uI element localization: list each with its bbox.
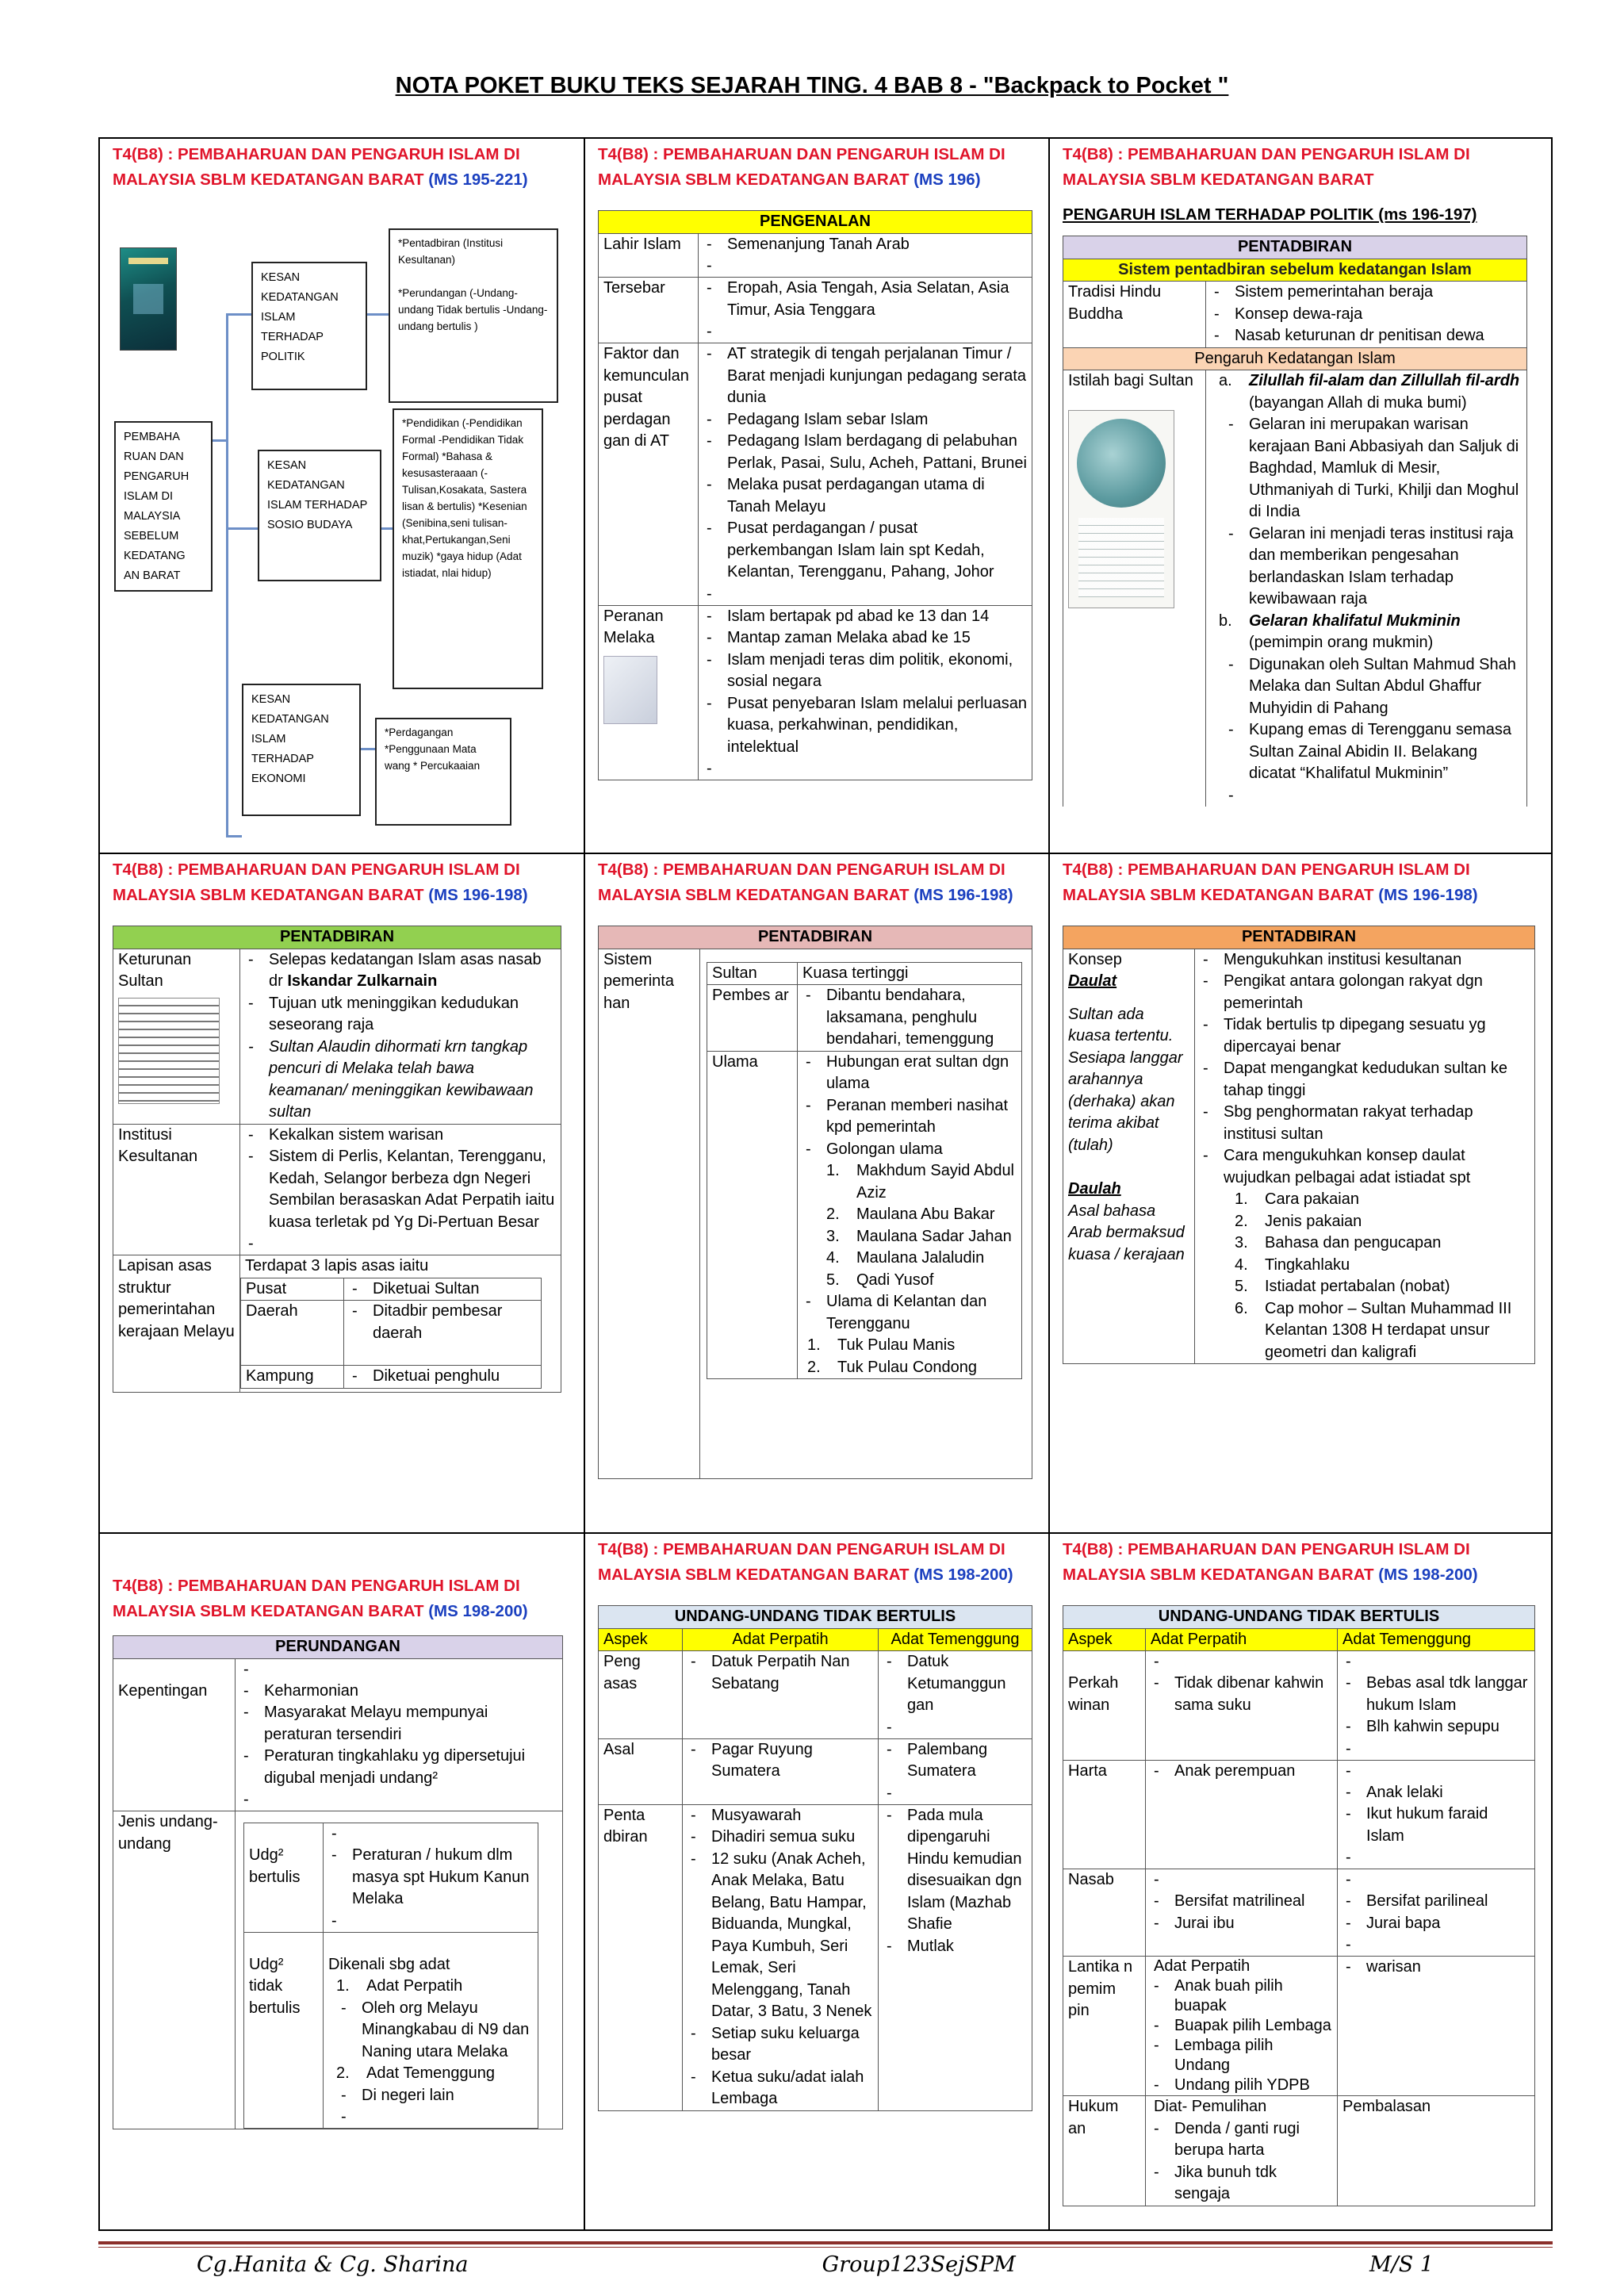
cell-pentadbiran-daulat	[1050, 854, 1551, 1534]
cell-heading-line2: MALAYSIA SBLM KEDATANGAN BARAT (MS 196)	[598, 171, 981, 189]
table-band-header: PENTADBIRAN	[599, 926, 1032, 949]
cell-overview-diagram	[100, 139, 585, 854]
row-key: Lahir Islam	[599, 233, 699, 278]
table-band-header: UNDANG-UNDANG TIDAK BERTULIS	[599, 1606, 1032, 1629]
cell-perundangan	[100, 1534, 585, 2229]
footer-page: M/S 1	[1369, 2252, 1434, 2277]
cell-heading-line2: MALAYSIA SBLM KEDATANGAN BARAT (MS 196-198)	[598, 886, 1013, 904]
cell-pentadbiran-keturunan	[100, 854, 585, 1534]
row-key: Institusi Kesultanan	[113, 1124, 240, 1255]
diagram-sosio-detail: *Pendidikan (-Pendidikan Formal -Pendidikan Tidak Formal) *Bahasa & kesusasteraaan (-Tulisan,Kosakata, Sastera lisan & bertulis) *Kesenian (Senibina,seni tulisan-khat,Pertukangan,Seni muzik) *gaya hidup (Adat istiadat, nlai hidup)	[393, 408, 543, 689]
cell-heading: T4(B8) : PEMBAHARUAN DAN PENGARUH ISLAM DI	[598, 145, 1005, 163]
cell-heading-line2: MALAYSIA SBLM KEDATANGAN BARAT (MS 198-200)	[1063, 1566, 1478, 1584]
cell-heading-line2: MALAYSIA SBLM KEDATANGAN BARAT	[1063, 171, 1374, 189]
cell-heading: T4(B8) : PEMBAHARUAN DAN PENGARUH ISLAM DI	[1063, 145, 1470, 163]
perundangan-table	[113, 1635, 563, 2129]
cell-pengenalan	[585, 139, 1050, 854]
table-row: Pusat - Diketuai Sultan	[241, 1278, 542, 1301]
table-header-row: Aspek Adat Perpatih Adat Temenggung	[1063, 1628, 1535, 1651]
table-row: Asal - Pagar Ruyung Sumatera - Palembang Sumatera -	[599, 1738, 1032, 1804]
pentadbiran-table	[1063, 926, 1535, 1364]
notes-grid	[98, 137, 1553, 2231]
adat-table	[598, 1605, 1032, 2111]
cell-udg-tidak-bertulis-1	[585, 1534, 1050, 2229]
footer-rule	[98, 2241, 1553, 2244]
cell-heading: T4(B8) : PEMBAHARUAN DAN PENGARUH ISLAM DI	[1063, 1540, 1470, 1558]
pengenalan-table	[598, 210, 1032, 780]
table-row	[113, 1811, 563, 2129]
textbook-cover-image	[120, 247, 177, 351]
sistem-table	[707, 962, 1022, 1380]
row-key: Kepentingan	[113, 1658, 236, 1811]
pentadbiran-table	[113, 926, 561, 1393]
cell-heading: T4(B8) : PEMBAHARUAN DAN PENGARUH ISLAM DI	[1063, 861, 1470, 879]
cell-heading: T4(B8) : PEMBAHARUAN DAN PENGARUH ISLAM DI	[113, 861, 520, 879]
table-row: Sultan Kuasa tertinggi	[707, 962, 1022, 985]
table-row: Nasab - - Bersifat matrilineal - Jurai ibu - - Bersifat parilineal - Jurai bapa -	[1063, 1869, 1535, 1957]
table-row: Tradisi Hindu Buddha - Sistem pemerintahan beraja - Konsep dewa-raja - Nasab keturunan dr penitisan dewa	[1063, 282, 1527, 348]
cell-heading-line2: MALAYSIA SBLM KEDATANGAN BARAT (MS 195-221)	[113, 171, 528, 189]
table-row: Peranan Melaka - Islam bertapak pd abad ke 13 dan 14 - Mantap zaman Melaka abad ke 15 - Islam menjadi teras dim politik, ekonomi, sosial negara - Pusat penyebaran Islam melalui perluasan kuasa, perkahwinan, pendidikan, intelektual -	[599, 605, 1032, 780]
table-row: Perkah winan - - Tidak dibenar kahwin sama suku - - Bebas asal tdk langgar hukum Islam - Blh kahwin sepupu -	[1063, 1651, 1535, 1761]
row-key: Jenis undang-undang	[113, 1811, 236, 2129]
table-row: Hukum an Diat- Pemulihan - Denda / ganti rugi berupa harta - Jika bunuh tdk sengaja Pembalasan	[1063, 2096, 1535, 2206]
table-row: Peng asas - Datuk Perpatih Nan Sebatang - Datuk Ketumanggun gan -	[599, 1651, 1032, 1739]
diagram-ekonomi-detail: *Perdagangan *Penggunaan Mata wang * Percukaaian	[375, 718, 511, 826]
cell-heading: T4(B8) : PEMBAHARUAN DAN PENGARUH ISLAM DI	[113, 1577, 520, 1595]
diagram-politik-detail: *Pentadbiran (Institusi Kesultanan) *Perundangan (-Undang-undang Tidak bertulis -Undang-undang bertulis )	[389, 228, 558, 403]
row-key: Tradisi Hindu Buddha	[1063, 282, 1206, 348]
row-key: Faktor dan kemunculan pusat perdagan gan di AT	[599, 343, 699, 606]
table-row: Konsep Daulat Sultan ada kuasa tertentu. Sesiapa langgar arahannya (derhaka) akan terima akibat (tulah) Daulah Asal bahasa Arab bermaksud kuasa / kerajaan - Mengukuhkan institusi kesultanan - Pengikat antara golongan rakyat dgn pemerintah - Tidak bertulis tp dipegang sesuatu yg dipercayai benar - Dapat mengangkat kedudukan sultan ke tahap tinggi - Sbg penghormatan rakyat terhadap institusi sultan - Cara mengukuhkan konsep daulat wujudkan pelbagai adat istiadat spt 1. Cara pakaian 2. Jenis pakaian 3. Bahasa dan pengucapan 4. Tingkahlaku 5. Istiadat pertabalan (nobat) 6. Cap mohor – Sultan Muhammad III Kelantan 1308 H terdapat unsur geometri dan kaligrafi	[1063, 949, 1535, 1364]
table-row: Kampung - Diketuai penghulu	[241, 1366, 542, 1389]
cell-heading-line2: MALAYSIA SBLM KEDATANGAN BARAT (MS 198-200)	[113, 1602, 528, 1620]
footer-group: Group123SejSPM	[822, 2252, 1016, 2277]
section-subtitle: PENGARUH ISLAM TERHADAP POLITIK (ms 196-197)	[1063, 205, 1477, 224]
table-row	[599, 949, 1032, 1479]
table-band-subheader: Pengaruh Kedatangan Islam	[1063, 347, 1527, 370]
table-row	[113, 1255, 561, 1393]
table-row: Udg² bertulis - - Peraturan / hukum dlm masya spt Hukum Kanun Melaka -	[244, 1823, 538, 1933]
adat-table	[1063, 1605, 1535, 2206]
cell-heading: T4(B8) : PEMBAHARUAN DAN PENGARUH ISLAM DI	[598, 1540, 1005, 1558]
row-key: Peranan Melaka	[603, 607, 664, 646]
pentadbiran-table	[1063, 236, 1527, 807]
table-row: Penta dbiran - Musyawarah - Dihadiri semua suku - 12 suku (Anak Acheh, Anak Melaka, Batu Belang, Batu Hampar, Biduanda, Mungkal, Paya Kumbuh, Seri Lemak, Seri Melenggang, Tanah Datar, 3 Batu, 3 Nenek - Setiap suku keluarga besar - Ketua suku/adat ialah Lembaga - Pada mula dipengaruhi Hindu kemudian disesuaikan dgn Islam (Mazhab Shafie - Mutlak	[599, 1804, 1032, 2110]
table-row: Ulama - Hubungan erat sultan dgn ulama - Peranan memberi nasihat kpd pemerintah - Golongan ulama 1. Makhdum Sayid Abdul Aziz 2. Maulana Abu Bakar 3. Maulana Sadar Jahan 4. Maulana Jalaludin 5. Qadi Yusof - Ulama di Kelantan dan Terengganu 1. Tuk Pulau Manis 2. Tuk Pulau Condong	[707, 1051, 1022, 1379]
cell-heading-line2: MALAYSIA SBLM KEDATANGAN BARAT (MS 198-200)	[598, 1566, 1013, 1584]
lapisan-table	[240, 1278, 542, 1389]
footer	[197, 2252, 1434, 2277]
table-row: Lantika n pemim pin Adat Perpatih - Anak buah pilih buapak - Buapak pilih Lembaga - Lembaga pilih Undang - Undang pilih YDPB - warisan	[1063, 1957, 1535, 2096]
cell-heading-line2: MALAYSIA SBLM KEDATANGAN BARAT (MS 196-198)	[1063, 886, 1478, 904]
page-title: NOTA POKET BUKU TEKS SEJARAH TING. 4 BAB 8 - "Backpack to Pocket "	[395, 73, 1229, 98]
table-row: Daerah - Ditadbir pembesar daerah	[241, 1301, 542, 1366]
cell-udg-tidak-bertulis-2	[1050, 1534, 1551, 2229]
table-band-header: PENTADBIRAN	[1063, 236, 1527, 259]
cell-heading-line2: MALAYSIA SBLM KEDATANGAN BARAT (MS 196-198)	[113, 886, 528, 904]
table-row: Kepentingan - - Keharmonian - Masyarakat Melayu mempunyai peraturan tersendiri - Peraturan tingkahlaku yg dipersetujui digubal menjadi undang² -	[113, 1658, 563, 1811]
cell-heading: T4(B8) : PEMBAHARUAN DAN PENGARUH ISLAM DI	[113, 145, 520, 163]
table-row: Tersebar - Eropah, Asia Tengah, Asia Selatan, Asia Timur, Asia Tenggara -	[599, 278, 1032, 343]
cell-heading: T4(B8) : PEMBAHARUAN DAN PENGARUH ISLAM DI	[598, 861, 1005, 879]
footer-authors: Cg.Hanita & Cg. Sharina	[197, 2252, 469, 2277]
table-band-header: PENTADBIRAN	[113, 926, 561, 949]
row-key: Lapisan asas struktur pemerintahan kerajaan Melayu	[113, 1255, 240, 1393]
table-row: Harta - Anak perempuan - - Anak lelaki - Ikut hukum faraid Islam -	[1063, 1760, 1535, 1869]
melaka-map-image	[603, 656, 657, 724]
diagram-sosio-box: KESAN KEDATANGAN ISLAM TERHADAP SOSIO BUDAYA	[258, 450, 381, 581]
row-key: Istilah bagi Sultan	[1068, 372, 1193, 389]
table-row: Istilah bagi Sultan a. Zilullah fil-alam dan Zillullah fil-ardh (bayangan Allah di muka bumi) - Gelaran ini merupakan warisan kerajaan Bani Abbasiyah dan Saljuk di Baghdad, Mamluk di Mesir, Uthmaniyah di Turki, Khilji dan Moghul di India - Gelaran ini menjadi teras institusi raja dan memberikan pengesahan berlandaskan Islam terhadap kewibawaan raja b. Gelaran khalifatul Mukminin (pemimpin orang mukmin) - Digunakan oleh Sultan Mahmud Shah Melaka dan Sultan Abdul Ghaffur Muhyidin di Pahang - Kupang emas di Terengganu semasa Sultan Zainal Abidin II. Belakang dicatat “Khalifatul Mukminin” -	[1063, 370, 1527, 807]
table-band-header: PENTADBIRAN	[1063, 926, 1535, 949]
row-key: Tersebar	[599, 278, 699, 343]
diagram-politik-box: KESAN KEDATANGAN ISLAM TERHADAP POLITIK	[251, 262, 367, 390]
diagram-root-box: PEMBAHA RUAN DAN PENGARUH ISLAM DI MALAYSIA SEBELUM KEDATANG AN BARAT	[114, 421, 213, 592]
table-band-header: PERUNDANGAN	[113, 1636, 563, 1659]
pentadbiran-table	[598, 926, 1032, 1479]
table-row: Pembes ar - Dibantu bendahara, laksamana, penghulu bendahari, temenggung	[707, 985, 1022, 1052]
table-row: Institusi Kesultanan - Kekalkan sistem warisan - Sistem di Perlis, Kelantan, Terengganu, Kedah, Selangor berbeza dgn Negeri Sembilan berasaskan Adat Perpatih iaitu kuasa terletak pd Yg Di-Pertuan Besar -	[113, 1124, 561, 1255]
row-key: Sistem pemerinta han	[599, 949, 700, 1479]
table-band-subheader: Sistem pentadbiran sebelum kedatangan Islam	[1063, 259, 1527, 282]
jenis-table	[243, 1823, 538, 2129]
cell-pentadbiran-sistem	[585, 854, 1050, 1534]
diagram-ekonomi-box: KESAN KEDATANGAN ISLAM TERHADAP EKONOMI	[242, 684, 361, 816]
lapisan-intro: Terdapat 3 lapis asas iaitu	[245, 1257, 429, 1274]
table-row: Udg² tidak bertulis Dikenali sbg adat 1. Adat Perpatih - Oleh org Melayu Minangkabau di N9 dan Naning utara Melaka 2. Adat Temenggung - Di negeri lain -	[244, 1932, 538, 2129]
coin-image	[1068, 410, 1174, 608]
document-image	[118, 998, 220, 1104]
table-row: Lahir Islam - Semenanjung Tanah Arab -	[599, 233, 1032, 278]
table-header-row: Aspek Adat Perpatih Adat Temenggung	[599, 1628, 1032, 1651]
footer-rule-thin	[98, 2247, 1553, 2248]
row-key: Keturunan Sultan	[118, 950, 192, 990]
cell-pengaruh-politik	[1050, 139, 1551, 854]
table-row: Faktor dan kemunculan pusat perdagan gan di AT - AT strategik di tengah perjalanan Timur / Barat menjadi kunjungan pedagang serata dunia - Pedagang Islam sebar Islam - Pedagang Islam berdagang di pelabuhan Perlak, Pasai, Sulu, Acheh, Pattani, Brunei - Melaka pusat perdagangan utama di Tanah Melayu - Pusat perdagangan / pusat perkembangan Islam lain spt Kedah, Kelantan, Terengganu, Pahang, Johor -	[599, 343, 1032, 606]
table-row: Keturunan Sultan - Selepas kedatangan Islam asas nasab dr Iskandar Zulkarnain - Tujuan utk meninggikan kedudukan seseorang raja - Sultan Alaudin dihormati krn tangkap pencuri di Melaka telah bawa keamanan/ meninggikan kewibawaan sultan	[113, 949, 561, 1124]
table-band-header: PENGENALAN	[599, 211, 1032, 234]
table-band-header: UNDANG-UNDANG TIDAK BERTULIS	[1063, 1606, 1535, 1629]
